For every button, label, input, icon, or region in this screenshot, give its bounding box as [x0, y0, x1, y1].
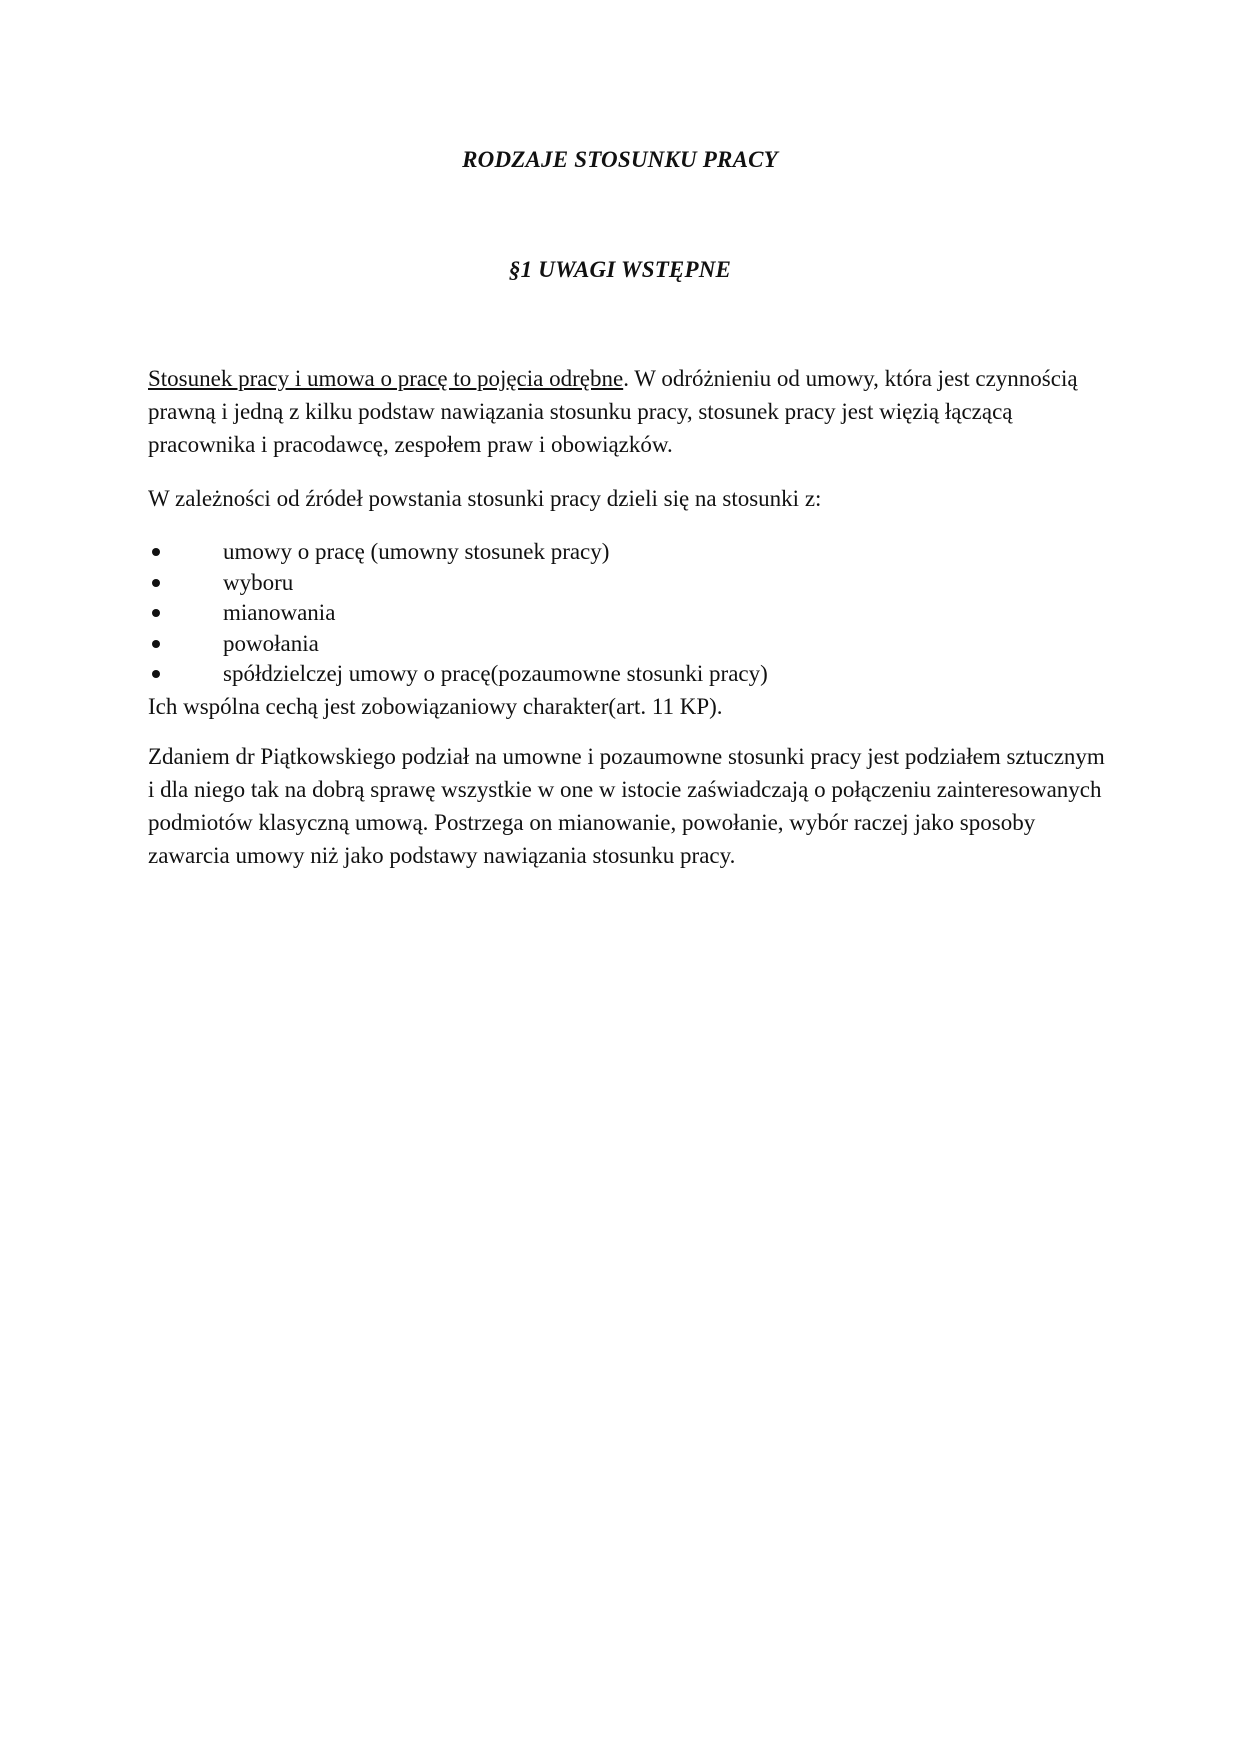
bullet-icon	[152, 640, 160, 648]
list-item	[148, 598, 1108, 629]
bullet-icon	[152, 670, 160, 678]
list-item-text: wyboru	[223, 569, 294, 595]
bullet-list	[148, 537, 1108, 690]
list-item-text: spółdzielczej umowy o pracę(pozaumowne stosunki pracy)	[223, 661, 768, 686]
paragraph-classification: W zależności od źródeł powstania stosunki pracy dzieli się na stosunki z:	[148, 486, 822, 511]
list-item-text: umowy o pracę (umowny stosunek pracy)	[223, 539, 610, 564]
underlined-phrase: Stosunek pracy i umowa o pracę to pojęcia odrębne	[148, 366, 624, 391]
paragraph-common-feature: Ich wspólna cechą jest zobowiązaniowy charakter(art. 11 KP).	[148, 694, 723, 719]
paragraph-definition-text: . W odróżnieniu od umowy, która jest czynnością prawną i jedną z kilku podstaw nawiązania stosunku pracy, stosunek pracy jest więzią łączącą pracownika i pracodawcę, zespołem praw i obowiązków.	[148, 366, 1078, 457]
list-item	[148, 537, 1108, 568]
bullet-icon	[152, 579, 160, 587]
list-item-text: mianowania	[223, 600, 336, 625]
list-item-text: powołania	[223, 630, 319, 656]
paragraph-opinion: Zdaniem dr Piątkowskiego podział na umowne i pozaumowne stosunki pracy jest podziałem sztucznym i dla niego tak na dobrą sprawę wszystkie w one w istocie zaświadczają o połączeniu zainteresowanych podmiotów klasyczną umową. Postrzega on mianowanie, powołanie, wybór raczej jako sposoby zawarcia umowy niż jako podstawy nawiązania stosunku pracy.	[148, 744, 1105, 868]
paragraph-definition	[148, 362, 1108, 461]
bullet-icon	[152, 609, 160, 617]
document-title: RODZAJE STOSUNKU PRACY	[462, 147, 778, 172]
list-item	[148, 629, 1108, 660]
list-item	[148, 568, 1108, 599]
bullet-icon	[152, 548, 160, 556]
list-item	[148, 659, 1108, 690]
section-heading: §1 UWAGI WSTĘPNE	[508, 257, 732, 282]
